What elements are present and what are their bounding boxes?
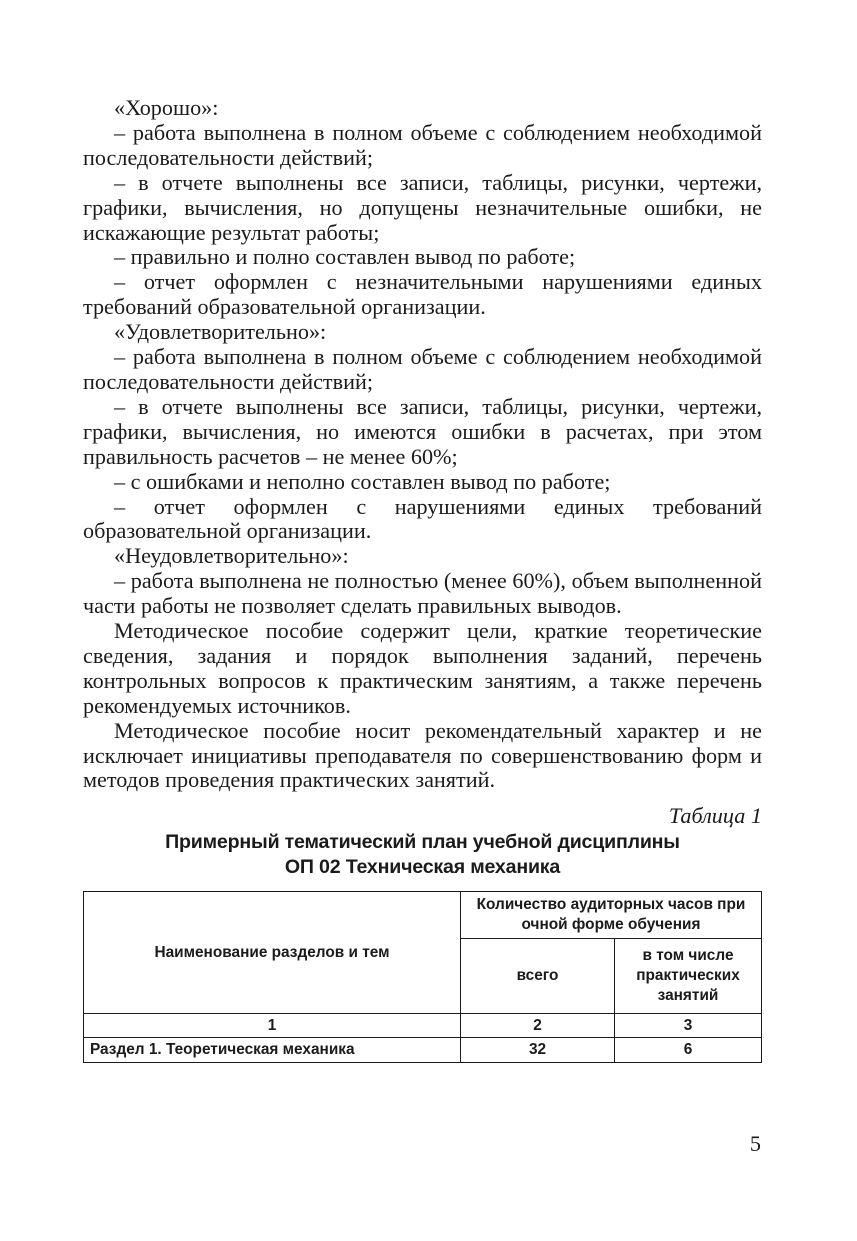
manual-description-paragraph: Методическое пособие содержит цели, краткие теоретические сведения, задания и порядок выполнения заданий, перечень контрольных вопросов к практическим занятиям, а также перечень рекомендуемых источников.	[83, 618, 762, 718]
table-title	[83, 830, 762, 880]
grade-satisfactory-heading: «Удовлетворительно»:	[114, 319, 327, 345]
row-practical-hours: 6	[615, 1038, 762, 1063]
row-section-name: Раздел 1. Теоретическая механика	[84, 1038, 461, 1063]
table-title-line-2: ОП 02 Техническая механика	[284, 856, 561, 879]
grade-satisfactory-criterion-3: – с ошибками и неполно составлен вывод по работе;	[114, 468, 611, 494]
grade-unsatisfactory-criterion-1: – работа выполнена не полностью (менее 60%), объем выполненной части работы не позволяет сделать правильных выводов.	[83, 568, 762, 619]
grade-satisfactory-criterion-4: – отчет оформлен с нарушениями единых требований образовательной организации.	[83, 493, 762, 544]
page-number: 5	[749, 1131, 761, 1156]
table-row	[84, 1038, 762, 1063]
table-column-numbers-row	[84, 1014, 762, 1038]
grade-satisfactory-criterion-2: – в отчете выполнены все записи, таблицы, рисунки, чертежи, графики, вычисления, но имеются ошибки в расчетах, при этом правильность расчетов – не менее 60%;	[83, 393, 762, 469]
header-practical: в том числе практических занятий	[615, 939, 762, 1014]
body-text	[83, 96, 762, 793]
header-total: всего	[461, 939, 615, 1014]
manual-advisory-paragraph: Методическое пособие носит рекомендательный характер и не исключает инициативы преподавателя по совершенствованию форм и методов проведения практических занятий.	[83, 717, 762, 793]
grade-good-criterion-3: – правильно и полно составлен вывод по работе;	[114, 244, 576, 270]
grade-unsatisfactory-heading: «Неудовлетворительно»:	[114, 543, 349, 569]
table-caption: Таблица 1	[668, 803, 762, 829]
column-number: 3	[615, 1014, 762, 1038]
column-number: 2	[461, 1014, 615, 1038]
header-hours: Количество аудиторных часов при очной форме обучения	[461, 892, 762, 939]
grade-satisfactory-criterion-1: – работа выполнена в полном объеме с соблюдением необходимой последовательности действий;	[83, 344, 762, 394]
table-header-row	[84, 892, 762, 939]
header-section-name: Наименование разделов и тем	[84, 892, 461, 1014]
table-title-line-1: Примерный тематический план учебной дисциплины	[165, 831, 680, 854]
grade-good-criterion-1: – работа выполнена в полном объеме с соблюдением необходимой последовательности действий;	[83, 119, 762, 170]
page-content	[83, 96, 762, 1063]
thematic-plan-table	[83, 891, 762, 1063]
grade-good-criterion-4: – отчет оформлен с незначительными нарушениями единых требований образовательной организации.	[83, 269, 762, 320]
column-number: 1	[84, 1014, 461, 1038]
row-total-hours: 32	[461, 1038, 615, 1063]
grade-good-heading: «Хорошо»:	[114, 95, 219, 120]
grade-good-criterion-2: – в отчете выполнены все записи, таблицы, рисунки, чертежи, графики, вычисления, но допущены незначительные ошибки, не искажающие результат работы;	[83, 169, 762, 245]
